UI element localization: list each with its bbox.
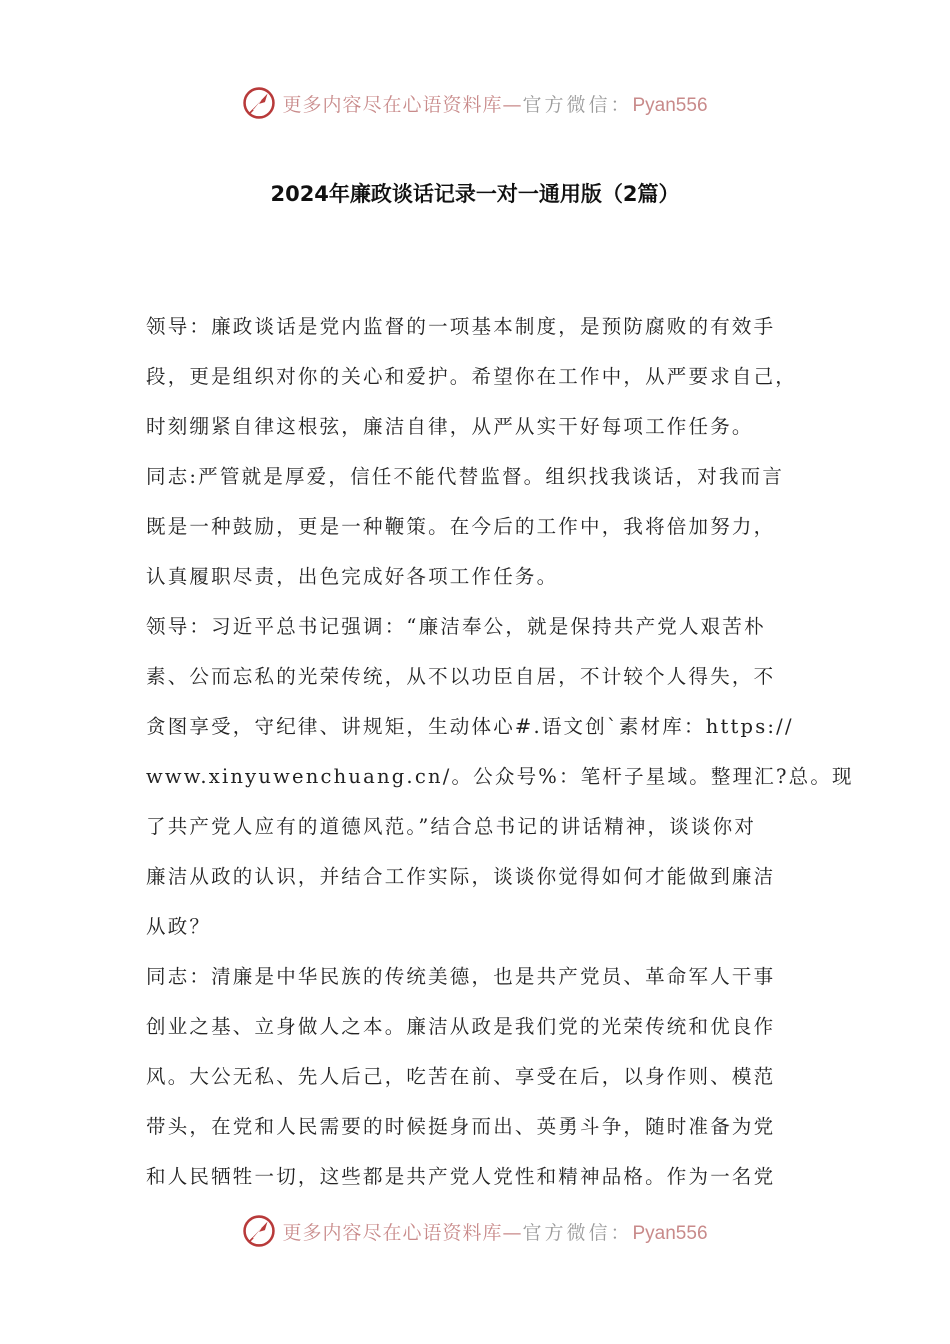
banner-text [282, 90, 707, 117]
body-line: 时刻绷紧自律这根弦，廉洁自律，从严从实干好每项工作任务。 [146, 415, 754, 438]
body-line: 领导：廉政谈话是党内监督的一项基本制度，是预防腐败的有效手 [146, 315, 776, 338]
document-title: 2024年廉政谈话记录一对一通用版（2篇） [270, 182, 680, 206]
banner-label: 官方微信： [522, 93, 633, 116]
body-line: 和人民牺牲一切，这些都是共产党人党性和精神品格。作为一名党 [146, 1165, 776, 1188]
body-line: 同志：清廉是中华民族的传统美德，也是共产党员、革命军人干事 [146, 965, 776, 988]
banner-dash: — [502, 1221, 523, 1244]
body-line: www.xinyuwenchuang.cn/。公众号%：笔杆子星域。整理汇?总。现 [146, 765, 854, 788]
body-line: 风。大公无私、先人后己，吃苦在前、享受在后，以身作则、模范 [146, 1065, 776, 1088]
banner-label: 官方微信： [522, 1221, 633, 1244]
footer-banner [0, 1208, 950, 1254]
banner-main-text: 更多内容尽在心语资料库 [282, 93, 503, 116]
quill-logo-icon [242, 86, 276, 120]
body-line: 素、公而忘私的光荣传统，从不以功臣自居，不计较个人得失，不 [146, 665, 776, 688]
banner-dash: — [502, 93, 523, 116]
body-line: 既是一种鼓励，更是一种鞭策。在今后的工作中，我将倍加努力， [146, 515, 776, 538]
body-line: 创业之基、立身做人之本。廉洁从政是我们党的光荣传统和优良作 [146, 1015, 776, 1038]
body-line: 段，更是组织对你的关心和爱护。希望你在工作中，从严要求自己， [146, 365, 798, 388]
body-line: 同志:严管就是厚爱，信任不能代替监督。组织找我谈话，对我而言 [146, 465, 785, 488]
banner-text [282, 1218, 707, 1245]
banner-main-text: 更多内容尽在心语资料库 [282, 1221, 503, 1244]
body-line: 带头，在党和人民需要的时候挺身而出、英勇斗争，随时准备为党 [146, 1115, 776, 1138]
banner-wechat-id: Pyan556 [632, 94, 708, 116]
body-line: 认真履职尽责，出色完成好各项工作任务。 [146, 565, 559, 588]
body-line: 了共产党人应有的道德风范。”结合总书记的讲话精神，谈谈你对 [146, 815, 757, 838]
body-line: 领导：习近平总书记强调：“廉洁奉公，就是保持共产党人艰苦朴 [146, 615, 766, 638]
quill-logo-icon [242, 1214, 276, 1248]
body-line: 廉洁从政的认识，并结合工作实际，谈谈你觉得如何才能做到廉洁 [146, 865, 776, 888]
header-banner [0, 80, 950, 126]
body-line: 贪图享受，守纪律、讲规矩，生动体心#.语文创`素材库：https:// [146, 715, 794, 738]
banner-wechat-id: Pyan556 [632, 1222, 708, 1244]
document-body [146, 302, 854, 1202]
body-line: 从政？ [146, 915, 212, 938]
